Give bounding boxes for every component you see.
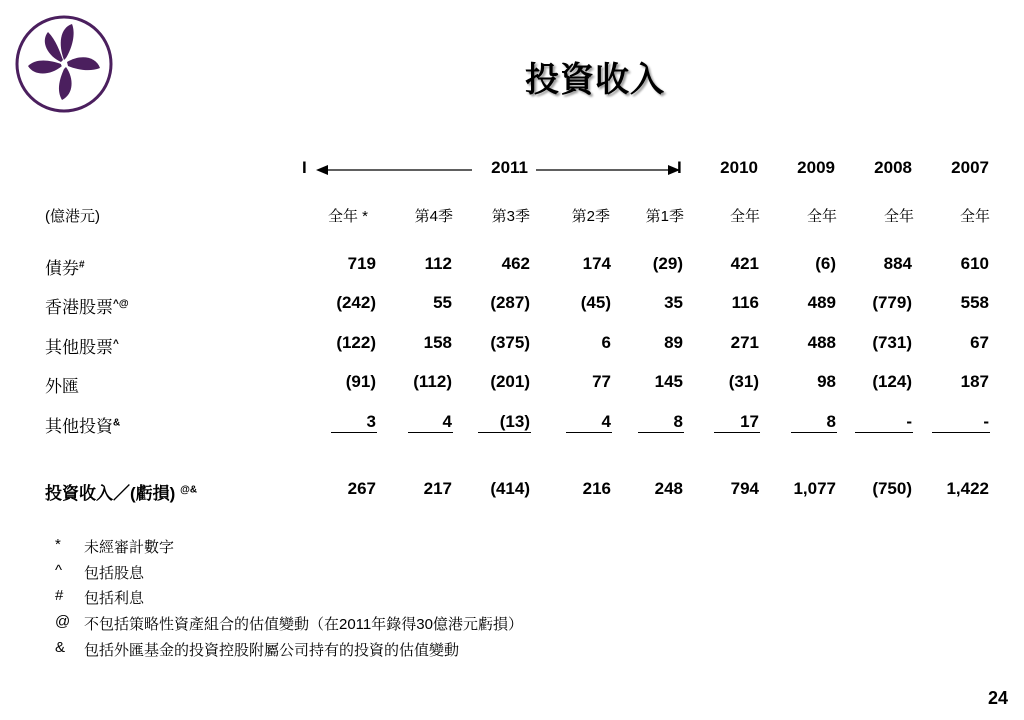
row-mark: &	[113, 417, 121, 429]
table-cell: 174	[582, 254, 611, 273]
table-cell: 35	[664, 293, 683, 312]
note-symbol: *	[55, 536, 61, 553]
table-cell: (6)	[815, 254, 836, 273]
table-cell: 4	[601, 412, 611, 431]
subtotal-rule	[714, 432, 760, 433]
row-label-total: 投資收入／(虧損) @&	[45, 484, 198, 503]
note-symbol: ^	[55, 562, 63, 579]
table-cell: 158	[423, 333, 452, 352]
table-cell: (242)	[336, 293, 376, 312]
subheader: 全年	[729, 208, 760, 225]
unit-label: (億港元)	[45, 208, 100, 225]
subtotal-rule	[566, 432, 612, 433]
note-text: 包括外匯基金的投資控股附屬公司持有的投資的估值變動	[84, 642, 460, 659]
note-symbol: @	[55, 613, 71, 630]
subtotal-rule	[791, 432, 837, 433]
table-cell: (122)	[336, 333, 376, 352]
table-cell: 89	[664, 333, 683, 352]
table-cell: 67	[970, 333, 989, 352]
subheader: 第1季	[645, 208, 684, 225]
table-cell: (112)	[413, 372, 452, 391]
subheader: 第3季	[491, 208, 530, 225]
total-cell: (414)	[490, 479, 530, 498]
table-cell: 884	[883, 254, 912, 273]
header-year-2010: 2010	[720, 158, 758, 177]
table-cell: 8	[826, 412, 836, 431]
table-cell: (731)	[872, 333, 912, 352]
subtotal-rule	[478, 432, 531, 433]
table-cell: 55	[433, 293, 452, 312]
table-cell: -	[906, 412, 912, 431]
total-cell: 248	[654, 479, 683, 498]
header-year-2008: 2008	[874, 158, 912, 177]
range-start-bar: I	[302, 158, 307, 177]
table-cell: 8	[673, 412, 683, 431]
table-cell: 77	[592, 372, 611, 391]
subheader: 第2季	[571, 208, 610, 225]
row-mark: ^	[113, 338, 119, 350]
right-arrow-icon	[534, 160, 684, 180]
table-cell: -	[983, 412, 989, 431]
row-label-other-equities: 其他股票^	[45, 338, 119, 357]
table-cell: 116	[731, 293, 759, 312]
subheader: 全年	[883, 208, 914, 225]
total-cell: 267	[347, 479, 376, 498]
table-cell: 3	[366, 412, 376, 431]
subtotal-rule	[638, 432, 684, 433]
total-cell: 1,422	[946, 479, 989, 498]
table-cell: 558	[960, 293, 989, 312]
table-cell: (375)	[490, 333, 530, 352]
total-cell: 1,077	[793, 479, 836, 498]
table-cell: (779)	[872, 293, 912, 312]
subtotal-rule	[331, 432, 377, 433]
total-cell: (750)	[872, 479, 912, 498]
header-year-2007: 2007	[951, 158, 989, 177]
table-cell: (124)	[872, 372, 912, 391]
table-cell: (45)	[580, 293, 611, 312]
row-label-fx: 外匯	[45, 377, 79, 396]
row-mark: ^@	[113, 298, 129, 310]
note-text: 未經審計數字	[84, 539, 175, 556]
table-cell: 421	[730, 254, 759, 273]
table-cell: 610	[960, 254, 989, 273]
row-mark: @&	[180, 484, 198, 496]
table-cell: 112	[424, 254, 452, 273]
range-end-bar: I	[677, 158, 682, 177]
table-cell: 462	[501, 254, 530, 273]
table-cell: (91)	[345, 372, 376, 391]
row-mark: #	[79, 259, 85, 271]
table-cell: 6	[601, 333, 611, 352]
note-symbol: #	[55, 587, 64, 604]
subheader: 全年	[959, 208, 990, 225]
page-number: 24	[987, 688, 1008, 708]
page-title: 投資收入	[525, 60, 665, 100]
note-text: 包括股息	[84, 565, 145, 582]
header-year-2011: 2011	[491, 158, 528, 177]
table-cell: (29)	[652, 254, 683, 273]
note-text: 不包括策略性資產組合的估值變動（在2011年錄得30億港元虧損）	[84, 616, 523, 633]
header-year-2009: 2009	[797, 158, 835, 177]
subheader: 全年 *	[327, 208, 368, 225]
table-cell: 488	[807, 333, 836, 352]
table-cell: 719	[347, 254, 376, 273]
table-cell: 187	[960, 372, 989, 391]
subtotal-rule	[408, 432, 453, 433]
note-symbol: &	[55, 639, 66, 656]
table-cell: 17	[740, 412, 759, 431]
subtotal-rule	[855, 432, 913, 433]
row-label-other-investments: 其他投資&	[45, 417, 121, 436]
table-cell: (201)	[490, 372, 530, 391]
row-label-hk-equities: 香港股票^@	[45, 298, 129, 317]
total-cell: 216	[582, 479, 611, 498]
table-cell: 4	[442, 412, 452, 431]
note-text: 包括利息	[84, 590, 145, 607]
total-cell: 794	[730, 479, 759, 498]
row-label-bonds: 債券#	[45, 259, 85, 278]
subheader: 全年	[806, 208, 837, 225]
table-cell: 98	[817, 372, 836, 391]
table-cell: 489	[807, 293, 836, 312]
subheader: 第4季	[414, 208, 453, 225]
table-cell: 145	[654, 372, 683, 391]
table-cell: (31)	[728, 372, 759, 391]
table-cell: (13)	[499, 412, 530, 431]
table-cell: (287)	[490, 293, 530, 312]
left-arrow-icon	[316, 160, 476, 180]
total-cell: 217	[423, 479, 452, 498]
table-cell: 271	[730, 333, 759, 352]
subtotal-rule	[932, 432, 990, 433]
